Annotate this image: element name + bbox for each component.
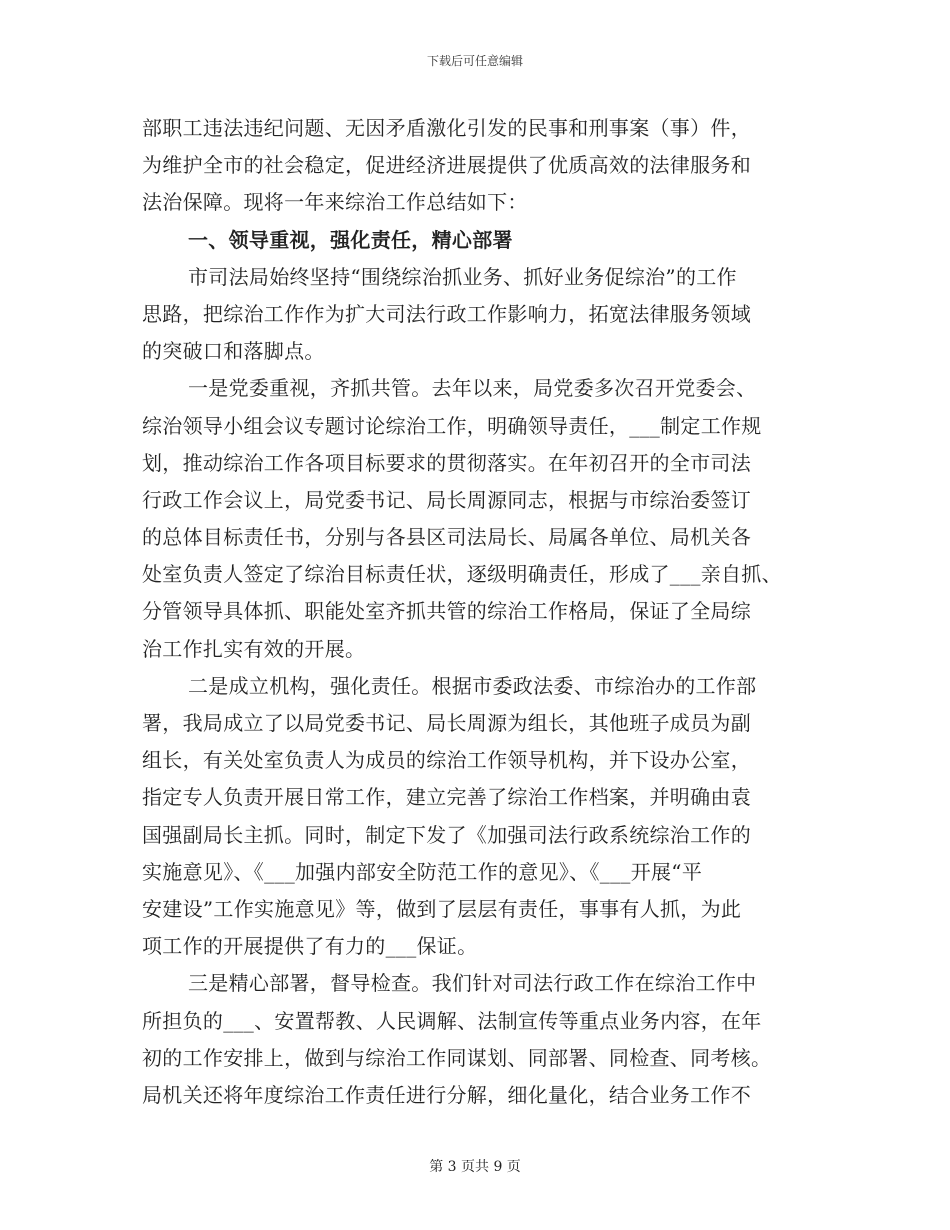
page-header: 下载后可任意编辑 (426, 54, 523, 68)
text-line: 二是成立机构，强化责任。根据市委政法委、市综治办的工作部 (188, 673, 757, 698)
text-line: 为维护全市的社会稳定，促进经济进展提供了优质高效的法律服务和 (142, 153, 751, 178)
text-line: 治工作扎实有效的开展。 (142, 636, 366, 661)
text-line: 署，我局成立了以局党委书记、局长周源为组长，其他班子成员为副 (142, 711, 751, 735)
text-line: 一是党委重视，齐抓共管。去年以来，局党委多次召开党委会、 (188, 376, 757, 401)
text-line: 部职工违法违纪问题、无因矛盾激化引发的民事和刑事案（事）件， (142, 116, 751, 140)
text-line: 三是精心部署，督导检查。我们针对司法行政工作在综治工作中 (188, 971, 757, 996)
text-line: 的突破口和落脚点。 (142, 339, 325, 364)
document-body (142, 110, 822, 1114)
text-line: 思路，把综治工作作为扩大司法行政工作影响力，拓宽法律服务领域 (142, 301, 751, 326)
text-line: 综治领导小组会议专题讨论综治工作，明确领导责任，___制定工作规 (142, 413, 762, 438)
page-footer: 第 3 页共 9 页 (429, 1159, 521, 1175)
text-line: 所担负的___、安置帮教、人民调解、法制宣传等重点业务内容，在年 (142, 1008, 762, 1033)
text-line: 处室负责人签定了综治目标责任状，逐级明确责任，形成了___亲自抓、 (142, 562, 782, 587)
text-line: 划，推动综治工作各项目标要求的贯彻落实。在年初召开的全市司法 (142, 450, 751, 475)
text-line: 法治保障。现将一年来综治工作总结如下： (142, 190, 528, 215)
text-line: 分管领导具体抓、职能处室齐抓共管的综治工作格局，保证了全局综 (142, 599, 751, 624)
text-line: 局机关还将年度综治工作责任进行分解，细化量化，结合业务工作不 (142, 1082, 751, 1107)
section-heading: 一、领导重视，强化责任，精心部署 (188, 227, 513, 252)
text-line: 项工作的开展提供了有力的___保证。 (142, 934, 478, 959)
text-line: 市司法局始终坚持“围绕综治抓业务、抓好业务促综治”的工作 (188, 264, 737, 289)
text-line: 实施意见》、《___加强内部安全防范工作的意见》、《___开展“平 (142, 859, 703, 884)
text-line: 组长，有关处室负责人为成员的综治工作领导机构，并下设办公室， (142, 748, 751, 773)
text-line: 指定专人负责开展日常工作，建立完善了综治工作档案，并明确由袁 (142, 785, 751, 810)
text-line: 安建设”工作实施意见》等，做到了层层有责任，事事有人抓，为此 (142, 896, 742, 921)
text-line: 行政工作会议上，局党委书记、局长周源同志，根据与市综治委签订 (142, 487, 751, 512)
text-line: 国强副局长主抓。同时，制定下发了《加强司法行政系统综治工作的 (142, 822, 751, 847)
text-line: 的总体目标责任书，分别与各县区司法局长、局属各单位、局机关各 (142, 525, 751, 550)
text-line: 初的工作安排上，做到与综治工作同谋划、同部署、同检查、同考核。 (142, 1045, 772, 1070)
